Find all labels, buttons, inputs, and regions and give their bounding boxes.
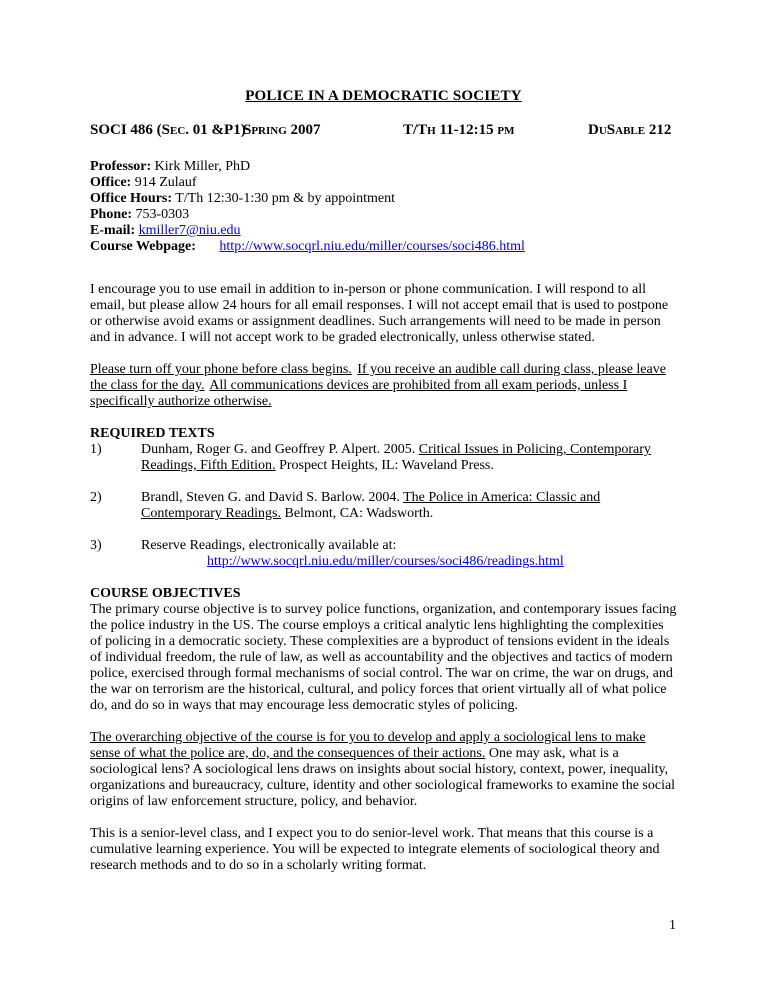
page-number: 1 — [669, 918, 676, 933]
citation-text: Reserve Readings, electronically available at: — [141, 538, 397, 553]
phone-policy-sentence: If you receive an audible call during class, please leave the class for the day. — [90, 362, 666, 393]
item-number: 3) — [90, 538, 102, 553]
course-objectives-heading: COURSE OBJECTIVES — [90, 586, 241, 601]
course-objectives-section — [90, 586, 677, 874]
citation-publisher: Belmont, CA: Wadsworth. — [280, 506, 434, 521]
webpage-label: Course Webpage: — [90, 239, 196, 254]
professor-label: Professor: — [90, 159, 152, 174]
course-number: SOCI 486 (Sec. 01 &P1) — [90, 122, 246, 138]
email-label: E-mail: — [90, 223, 136, 238]
course-location: DuSable 212 — [588, 122, 672, 138]
item-citation — [141, 490, 677, 522]
objectives-paragraph-2-rest: One may ask, what is a sociological lens? A sociological lens draws on insights about social history, context, power, inequality, organizations and bureaucracy, culture, identity and other sociological frameworks to examine the social origins of law enforcement structure, policy, and behavior. — [90, 746, 676, 809]
document-title: POLICE IN A DEMOCRATIC SOCIETY — [245, 88, 522, 104]
list-item — [90, 538, 677, 570]
office-label: Office: — [90, 175, 132, 190]
phone-line — [90, 207, 677, 223]
book-title: The Police in America: Classic and Contemporary Readings. — [141, 490, 601, 521]
readings-link[interactable]: http://www.socqrl.niu.edu/miller/courses/soci486/readings.html — [207, 554, 564, 569]
instructor-info-block — [90, 159, 677, 255]
objectives-paragraph-3: This is a senior-level class, and I expect you to do senior-level work. That means that this course is a cumulative learning experience. You will be expected to integrate elements of sociological theory and research methods and to do so in a scholarly writing format. — [90, 826, 660, 873]
professor-name: Kirk Miller, PhD — [154, 159, 251, 174]
citation-publisher: Prospect Heights, IL: Waveland Press. — [275, 458, 494, 473]
email-line — [90, 223, 677, 239]
book-title: Critical Issues in Policing, Contemporary Readings, Fifth Edition. — [141, 442, 651, 473]
email-link[interactable]: kmiller7@niu.edu — [138, 223, 241, 238]
phone-policy-paragraph — [90, 362, 677, 410]
office-hours-line — [90, 191, 677, 207]
office-hours-value: T/Th 12:30-1:30 pm & by appointment — [175, 191, 395, 206]
item-citation — [141, 538, 677, 570]
item-citation — [141, 442, 677, 474]
item-number: 2) — [90, 490, 102, 505]
phone-value: 753-0303 — [135, 207, 190, 222]
email-policy-paragraph: I encourage you to use email in addition to in-person or phone communication. I will respond to all email, but please allow 24 hours for all email responses. I will not accept email that is used to postpone or otherwise avoid exams or assignment deadlines. Such arrangements will need to be made in person and in advance. I will not accept work to be graded electronically, unless otherwise stated. — [90, 282, 669, 345]
required-texts-list — [90, 442, 677, 570]
course-meeting-time: T/Th 11-12:15 pm — [403, 122, 515, 138]
course-info-line — [90, 122, 677, 139]
list-item — [90, 442, 677, 474]
objectives-paragraph-1: The primary course objective is to survey police functions, organization, and contemporary issues facing the police industry in the US. The course employs a critical analytic lens highlighting the complexities of policing in a democratic society. These complexities are a byproduct of tensions evident in the ideals of individual freedom, the rule of law, as well as accountability and the objectives and tactics of modern police, exercised through formal mechanisms of social control. The war on crime, the war on drugs, and the war on terrorism are the historical, cultural, and policy forces that orient virtually all of what police do, and do so in ways that may encourage less democratic styles of policing. — [90, 602, 677, 713]
list-item — [90, 490, 677, 522]
item-number: 1) — [90, 442, 102, 457]
office-hours-label: Office Hours: — [90, 191, 173, 206]
citation-authors: Brandl, Steven G. and David S. Barlow. 2004. — [141, 490, 404, 505]
professor-line — [90, 159, 677, 175]
office-value: 914 Zulauf — [134, 175, 197, 190]
phone-policy-sentence: All communications devices are prohibited from all exam periods, unless I specifically authorize otherwise. — [90, 378, 628, 409]
webpage-line — [90, 239, 677, 255]
phone-policy-sentence: Please turn off your phone before class begins. — [90, 362, 352, 377]
webpage-link[interactable]: http://www.socqrl.niu.edu/miller/courses/soci486.html — [219, 239, 525, 254]
course-term: Spring 2007 — [243, 122, 321, 138]
required-texts-section — [90, 426, 677, 570]
objectives-paragraph-2 — [90, 730, 677, 810]
phone-label: Phone: — [90, 207, 132, 222]
citation-authors: Dunham, Roger G. and Geoffrey P. Alpert. 2005. — [141, 442, 419, 457]
office-line — [90, 175, 677, 191]
required-texts-heading: REQUIRED TEXTS — [90, 426, 215, 441]
objectives-underlined-statement: The overarching objective of the course is for you to develop and apply a sociological lens to make sense of what the police are, do, and the consequences of their actions. — [90, 730, 646, 761]
